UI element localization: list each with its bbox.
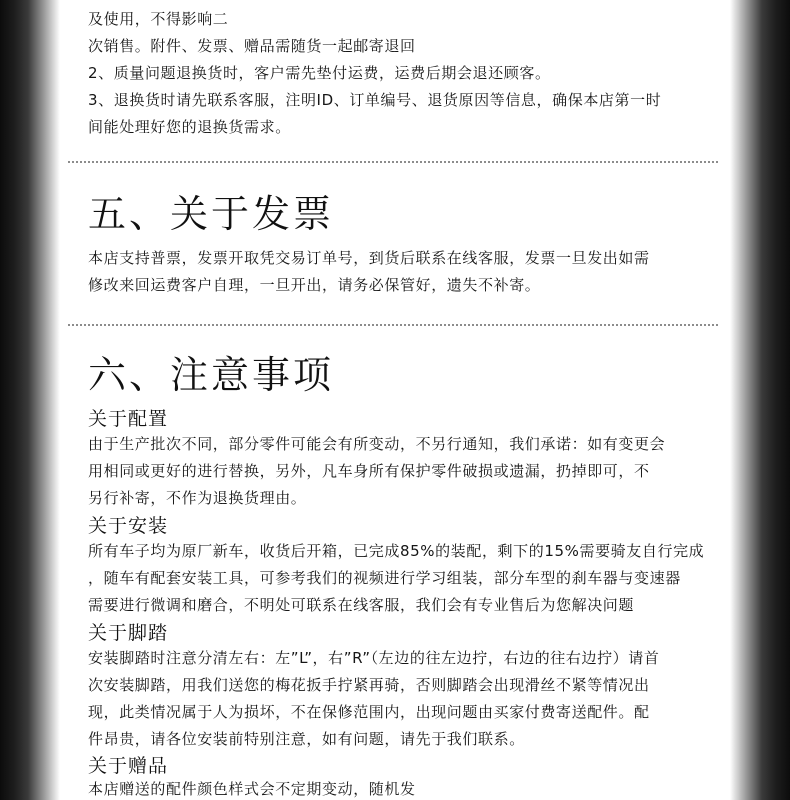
returns-line-2: 次销售。附件、发票、赠品需随货一起邮寄退回 <box>88 37 416 55</box>
returns-line-5: 间能处理好您的退换货需求。 <box>88 118 291 136</box>
gifts-line-1: 本店赠送的配件颜色样式会不定期变动，随机发 <box>88 780 416 798</box>
install-line-2: ，随车有配套安装工具，可参考我们的视频进行学习组装，部分车型的刹车器与变速器 <box>88 569 681 587</box>
pedals-subheading: 关于脚踏 <box>88 622 169 644</box>
pedals-line-1: 安装脚踏时注意分清左右：左”L”，右”R”（左边的往左边拧，右边的往右边拧）请首 <box>88 649 660 667</box>
pedals-line-3: 现，此类情况属于人为损坏，不在保修范围内，出现问题由买家付费寄送配件。配 <box>88 703 650 721</box>
returns-line-3: 2、质量问题退换货时，客户需先垫付运费，运费后期会退还顾客。 <box>88 64 551 82</box>
left-dark-border <box>0 0 60 800</box>
notes-heading: 六、注意事项 <box>88 353 335 397</box>
install-subheading: 关于安装 <box>88 515 169 537</box>
pedals-line-2: 次安装脚踏，用我们送您的梅花扳手拧紧再骑，否则脚踏会出现滑丝不紧等情况出 <box>88 676 650 694</box>
invoice-line-1: 本店支持普票，发票开取凭交易订单号，到货后联系在线客服，发票一旦发出如需 <box>88 249 650 267</box>
config-line-3: 另行补寄，不作为退换货理由。 <box>88 489 307 507</box>
config-line-2: 用相同或更好的进行替换，另外，凡车身所有保护零件破损或遗漏，扔掉即可，不 <box>88 462 650 480</box>
config-subheading: 关于配置 <box>88 408 169 430</box>
install-line-1: 所有车子均为原厂新车，收货后开箱，已完成85%的装配，剩下的15%需要骑友自行完成 <box>88 542 705 560</box>
returns-line-4: 3、退换货时请先联系客服，注明ID、订单编号、退货原因等信息，确保本店第一时 <box>88 91 662 109</box>
gifts-subheading: 关于赠品 <box>88 755 169 777</box>
install-line-3: 需要进行微调和磨合，不明处可联系在线客服，我们会有专业售后为您解决问题 <box>88 596 635 614</box>
section-divider <box>68 324 718 326</box>
returns-line-1: 及使用，不得影响二 <box>88 10 229 28</box>
pedals-line-4: 件昂贵，请各位安装前特别注意，如有问题，请先于我们联系。 <box>88 730 525 748</box>
config-line-1: 由于生产批次不同，部分零件可能会有所变动，不另行通知，我们承诺：如有变更会 <box>88 435 666 453</box>
section-divider <box>68 161 718 163</box>
invoice-heading: 五、关于发票 <box>88 192 335 236</box>
right-dark-border <box>730 0 790 800</box>
invoice-line-2: 修改来回运费客户自理，一旦开出，请务必保管好，遗失不补寄。 <box>88 276 541 294</box>
